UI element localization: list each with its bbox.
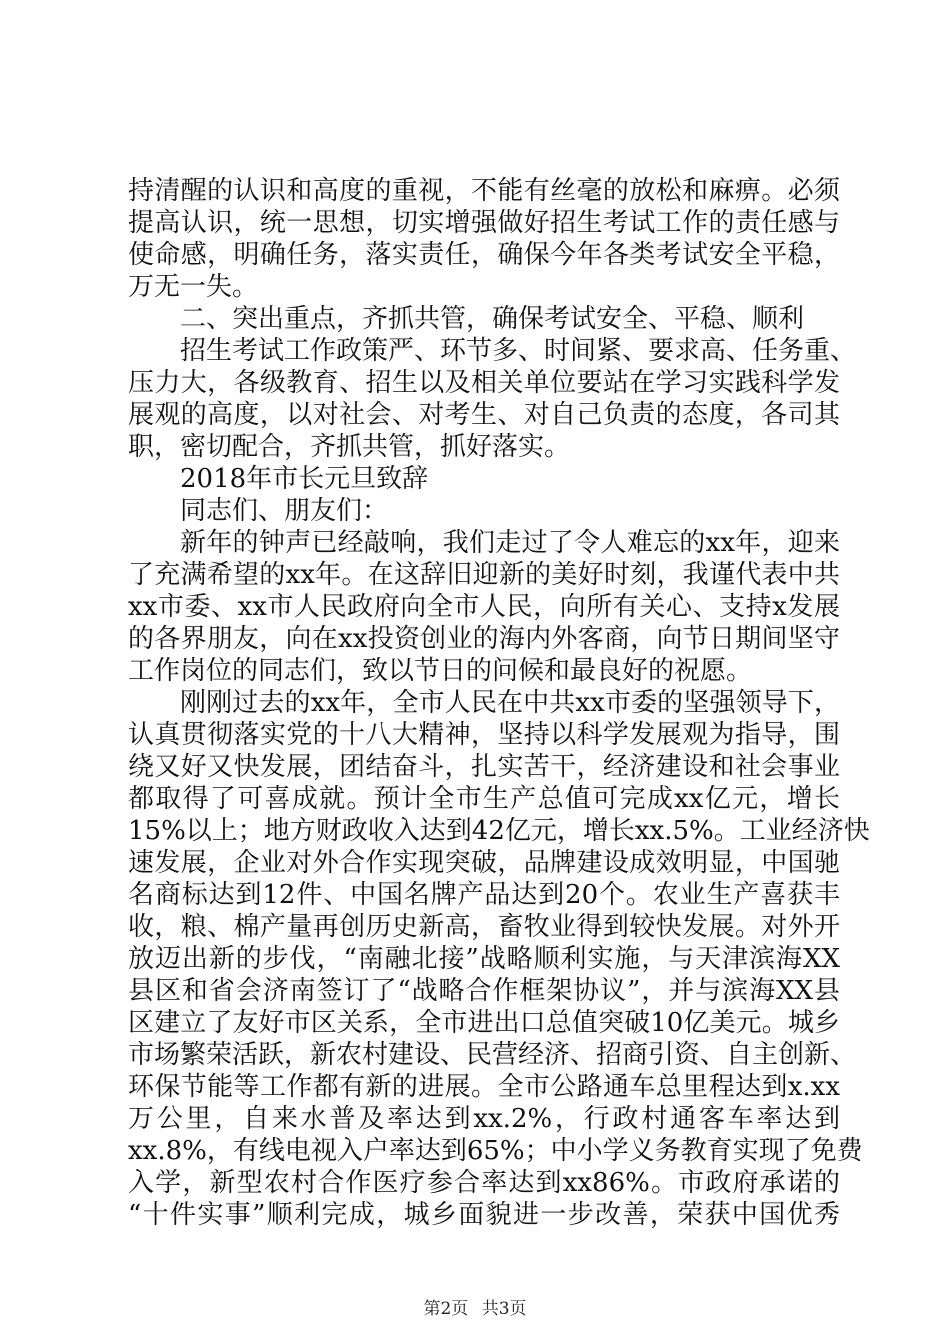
text-line: 放迈出新的步伐，“南融北接”战略顺利实施，与天津滨海XX	[128, 944, 840, 974]
text-line: 区建立了友好市区关系，全市进出口总值突破10亿美元。城乡	[128, 1008, 840, 1038]
text-line: 收，粮、棉产量再创历史新高，畜牧业得到较快发展。对外开	[128, 912, 840, 942]
page-footer	[0, 1294, 950, 1319]
text-line: 认真贯彻落实党的十八大精神，坚持以科学发展观为指导，围	[128, 720, 840, 750]
text-line: 提高认识，统一思想，切实增强做好招生考试工作的责任感与	[128, 208, 840, 238]
text-line: 万公里，自来水普及率达到xx.2%，行政村通客车率达到	[128, 1104, 840, 1134]
text-line: 名商标达到12件、中国名牌产品达到20个。农业生产喜获丰	[128, 880, 840, 910]
text-line: 县区和省会济南签订了“战略合作框架协议”，并与滨海XX县	[128, 976, 840, 1006]
salutation: 同志们、朋友们：	[180, 496, 389, 526]
text-line: 压力大，各级教育、招生以及相关单位要站在学习实践科学发	[128, 368, 840, 398]
text-line: xx.8%，有线电视入户率达到65%；中小学义务教育实现了免费	[128, 1136, 863, 1166]
text-line: 绕又好又快发展，团结奋斗，扎实苦干，经济建设和社会事业	[128, 752, 840, 782]
text-line: “十件实事”顺利完成，城乡面貌进一步改善，荣获中国优秀	[128, 1200, 840, 1230]
text-line: 都取得了可喜成就。预计全市生产总值可完成xx亿元，增长	[128, 784, 840, 814]
text-line: 市场繁荣活跃，新农村建设、民营经济、招商引资、自主创新、	[128, 1040, 857, 1070]
text-line: 使命感，明确任务，落实责任，确保今年各类考试安全平稳，	[128, 240, 840, 270]
text-line: 15%以上；地方财政收入达到42亿元，增长xx.5%。工业经济快	[128, 816, 870, 846]
text-line: 工作岗位的同志们，致以节日的问候和最良好的祝愿。	[128, 656, 753, 686]
text-line: 招生考试工作政策严、环节多、时间紧、要求高、任务重、	[180, 336, 857, 366]
speech-title: 2018年市长元旦致辞	[180, 464, 429, 494]
text-line: 万无一失。	[128, 272, 259, 302]
text-line: xx市委、xx市人民政府向全市人民，向所有关心、支持x发展	[128, 592, 840, 622]
text-line: 入学，新型农村合作医疗参合率达到xx86%。市政府承诺的	[128, 1168, 840, 1198]
text-line: 速发展，企业对外合作实现突破，品牌建设成效明显，中国驰	[128, 848, 840, 878]
page-number: 第2页	[423, 1299, 469, 1319]
text-line: 的各界朋友，向在xx投资创业的海内外客商，向节日期间坚守	[128, 624, 840, 654]
text-line: 新年的钟声已经敲响，我们走过了令人难忘的xx年，迎来	[180, 528, 840, 558]
page-total: 共3页	[481, 1299, 527, 1319]
section-heading: 二、突出重点，齐抓共管，确保考试安全、平稳、顺利	[180, 304, 805, 334]
text-line: 了充满希望的xx年。在这辞旧迎新的美好时刻，我谨代表中共	[128, 560, 840, 590]
text-line: 职，密切配合，齐抓共管，抓好落实。	[128, 432, 571, 462]
text-line: 持清醒的认识和高度的重视，不能有丝毫的放松和麻痹。必须	[128, 176, 840, 206]
text-line: 展观的高度，以对社会、对考生、对自己负责的态度，各司其	[128, 400, 840, 430]
text-line: 刚刚过去的xx年，全市人民在中共xx市委的坚强领导下，	[180, 688, 840, 718]
text-line: 环保节能等工作都有新的进展。全市公路通车总里程达到x.xx	[128, 1072, 840, 1102]
